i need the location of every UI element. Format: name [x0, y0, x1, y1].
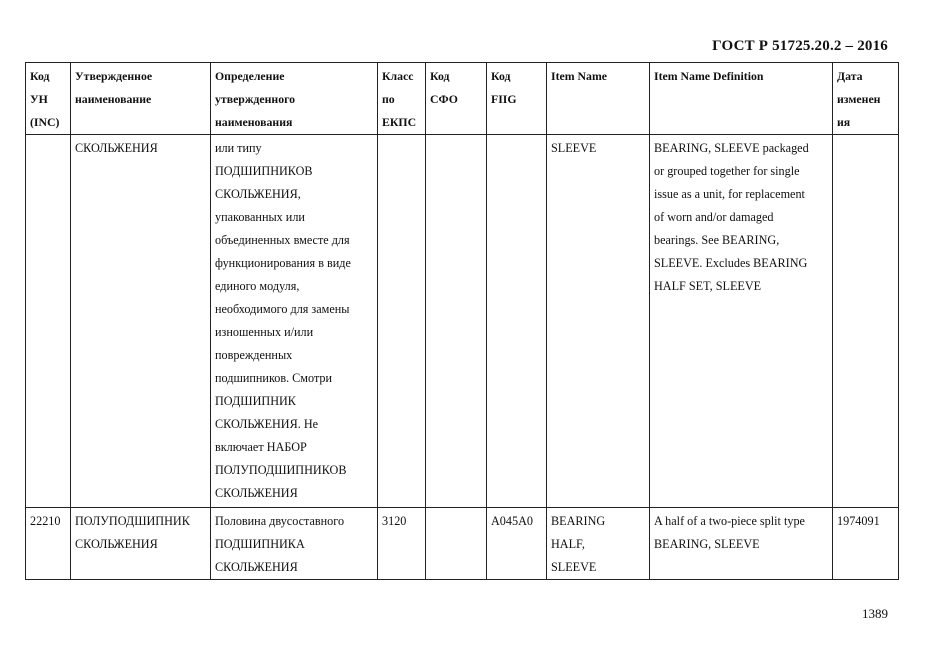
table-header-row: [26, 63, 899, 135]
table-row: [26, 135, 899, 508]
cell-item-name: SLEEVE: [547, 135, 650, 508]
cell-change-date: 1974091: [833, 508, 899, 580]
cell-approved-name: ПОЛУПОДШИПНИК СКОЛЬЖЕНИЯ: [71, 508, 211, 580]
table-row: [26, 508, 899, 580]
document-title: ГОСТ Р 51725.20.2 – 2016: [712, 38, 888, 54]
cell-sfo-code: [426, 135, 487, 508]
cell-sfo-code: [426, 508, 487, 580]
cell-item-name: BEARING HALF, SLEEVE: [547, 508, 650, 580]
page-number: 1389: [862, 606, 888, 621]
cell-approved-name: СКОЛЬЖЕНИЯ: [71, 135, 211, 508]
cell-fiig-code: A045A0: [487, 508, 547, 580]
cell-inc-code: [26, 135, 71, 508]
header-definition: Определение утвержденного наименования: [211, 63, 378, 135]
header-change-date: Дата изменен ия: [833, 63, 899, 135]
cell-inc-code: 22210: [26, 508, 71, 580]
catalog-table: [25, 62, 899, 580]
cell-class: [378, 135, 426, 508]
header-item-name: Item Name: [547, 63, 650, 135]
header-class: Класс по ЕКПС: [378, 63, 426, 135]
header-item-name-definition: Item Name Definition: [650, 63, 833, 135]
cell-class: 3120: [378, 508, 426, 580]
header-approved-name: Утвержденное наименование: [71, 63, 211, 135]
cell-definition: Половина двусоставного ПОДШИПНИКА СКОЛЬЖЕНИЯ: [211, 508, 378, 580]
cell-definition: или типу ПОДШИПНИКОВ СКОЛЬЖЕНИЯ, упакованных или объединенных вместе для функционирования в виде единого модуля, необходимого для замены изношенных и/или поврежденных подшипников. Смотри ПОДШИПНИК СКОЛЬЖЕНИЯ. Не включает НАБОР ПОЛУПОДШИПНИКОВ СКОЛЬЖЕНИЯ: [211, 135, 378, 508]
cell-change-date: [833, 135, 899, 508]
cell-item-name-definition: BEARING, SLEEVE packaged or grouped together for single issue as a unit, for replacement of worn and/or damaged bearings. See BEARING, SLEEVE. Excludes BEARING HALF SET, SLEEVE: [650, 135, 833, 508]
cell-item-name-definition: A half of a two-piece split type BEARING, SLEEVE: [650, 508, 833, 580]
cell-fiig-code: [487, 135, 547, 508]
header-inc-code: Код УН (INC): [26, 63, 71, 135]
header-sfo-code: Код СФО: [426, 63, 487, 135]
header-fiig-code: Код FIIG: [487, 63, 547, 135]
